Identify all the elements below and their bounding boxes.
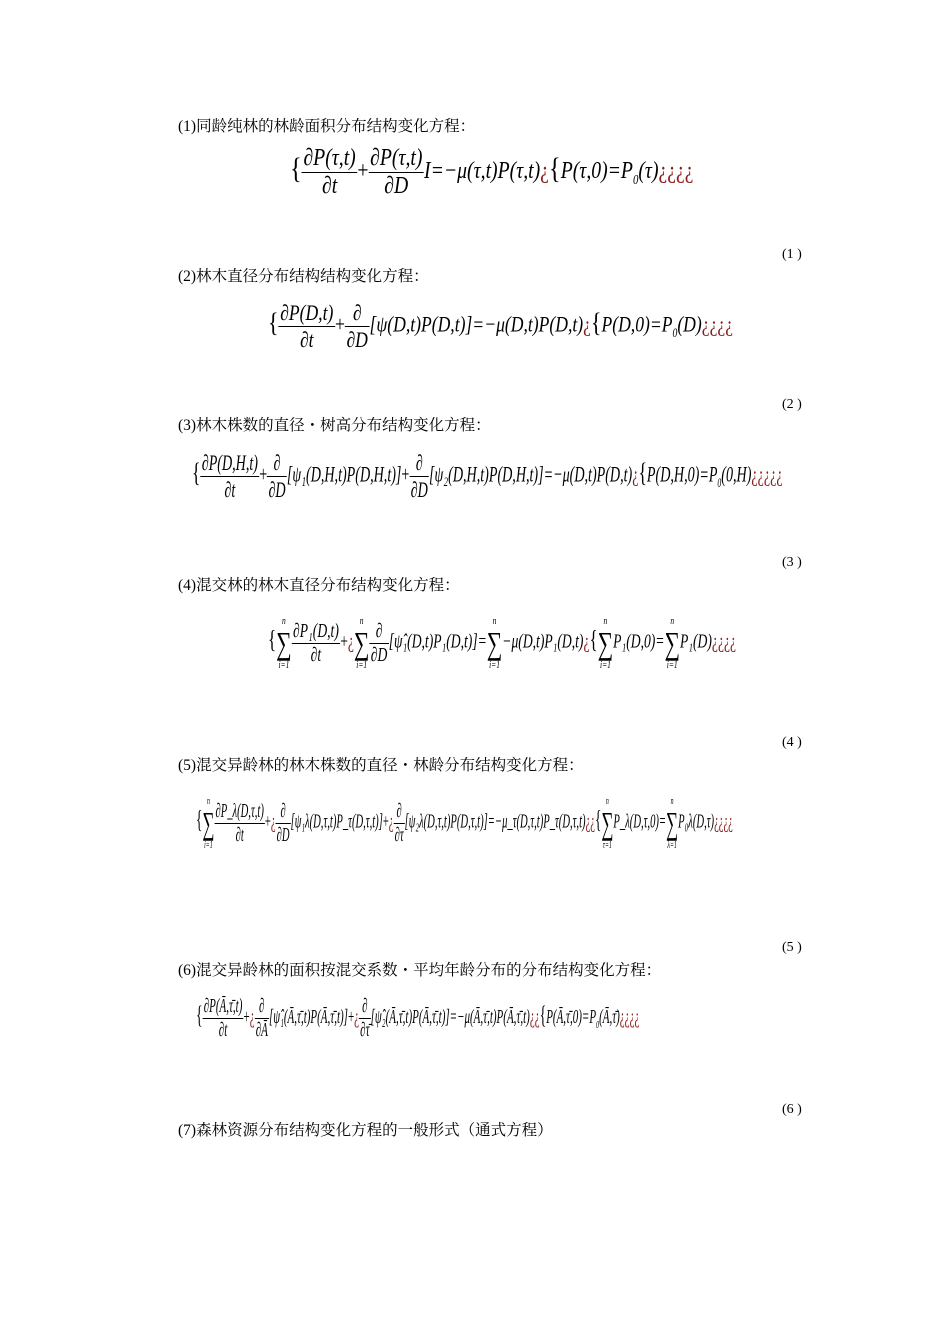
eq6-plus: + bbox=[243, 1006, 250, 1029]
eq3-frac2-num: ∂ bbox=[273, 450, 281, 475]
eq5-plus2: + bbox=[382, 810, 389, 833]
eq3-sep: ¿ bbox=[632, 461, 639, 487]
eq5-sum3: n ∑ τ=1 bbox=[601, 795, 614, 851]
eq1-init: P(τ,0)=P bbox=[560, 158, 633, 185]
eq2-plus: + bbox=[334, 311, 345, 337]
eq5-red2: ¿ bbox=[388, 810, 394, 833]
eq2-body: [ψ(D,t)P(D,t)]=−μ(D,t)P(D,t) bbox=[369, 311, 584, 337]
eq6-frac3-den: ∂τ̄ bbox=[360, 1019, 370, 1041]
heading-6: (6)混交异龄林的面积按混交系数・平均年龄分布的分布结构变化方程： bbox=[178, 962, 662, 979]
eq1-tail: ¿¿¿¿ bbox=[658, 158, 694, 185]
eq4-body: [ψ̂₁(D,t)P₁(D,t)]= bbox=[388, 630, 487, 653]
eq6-red2: ¿ bbox=[354, 1006, 360, 1029]
eq4-sum5: n ∑ i=1 bbox=[664, 615, 680, 671]
eq3-plus2: + bbox=[401, 461, 410, 487]
eq2-init-tail: (D) bbox=[677, 311, 702, 337]
equation-4: { n ∑ i=1 $\frac{\text{∂P₁(D,t)}}{\partial t}$ +¿ n ∑ i=1 $\frac{\partial}{\partial D}$ [ψ̂₁(D,t)P₁(D,t)]= n ∑ i=1 −μ(D,t)P₁(D,t)¿{ n ∑ i=1 P₁(D,0)= n ∑ i=1 P₁(D)¿¿¿¿ bbox=[268, 615, 737, 671]
eq3-frac1-den: ∂t bbox=[200, 476, 259, 503]
eq3-frac3-den: ∂D bbox=[410, 477, 428, 502]
eq3-init-tail: (0,H) bbox=[721, 461, 752, 487]
eq5-init1: P_λ(D,τ,0)= bbox=[613, 810, 667, 833]
heading-3: (3)林木株数的直径・树高分布结构变化方程： bbox=[178, 417, 491, 434]
eq2-sub0: 0 bbox=[672, 325, 678, 340]
eq5-body2: [ψ₂λ(D,τ,t)P(D,τ,t)]=−μ_τ(D,τ,t)P_τ(D,τ,t) bbox=[404, 810, 586, 833]
eq5-frac3-den: ∂τ bbox=[394, 823, 404, 846]
eq4-sum3: n ∑ i=1 bbox=[486, 615, 503, 671]
eq1-frac2-num: ∂P(τ,t) bbox=[370, 145, 423, 171]
eq5-body1: [ψ₁λ(D,τ,t)P_τ(D,τ,t)] bbox=[290, 810, 383, 833]
eq2-frac2-den: ∂D bbox=[346, 327, 368, 352]
eq4-sum2: n ∑ i=1 bbox=[353, 615, 370, 671]
eq5-sep: ¿¿ bbox=[585, 810, 595, 833]
eq6-body2: [ψ̂₂(Ā,τ̄,t)P(Ā,τ̄,t)]=−μ(Ā,τ̄,t)P(Ā,τ̄,t) bbox=[370, 1006, 530, 1029]
equation-number-6: (6 ) bbox=[782, 1102, 802, 1117]
eq6-body1: [ψ̂₁(Ā,τ̄,t)P(Ā,τ̄,t)] bbox=[268, 1006, 348, 1029]
eq3-frac2-den: ∂D bbox=[268, 477, 286, 502]
eq1-rhs: I=−μ(τ,t)P(τ,t) bbox=[424, 158, 541, 185]
eq6-init: P(Ā,τ̄,0)=P bbox=[546, 1006, 597, 1029]
eq6-sub0: 0 bbox=[596, 1019, 600, 1032]
eq4-sum4: n ∑ i=1 bbox=[597, 615, 614, 671]
eq5-sum1: n ∑ i=1 bbox=[202, 795, 215, 851]
eq4-frac1-num: ∂P₁(D,t) bbox=[293, 619, 339, 642]
eq4-frac2-num: ∂ bbox=[375, 619, 383, 642]
eq2-frac1-num: ∂P(D,t) bbox=[280, 300, 334, 325]
eq4-red1: ¿ bbox=[347, 630, 354, 653]
equation-1: { $\frac{\partial P(\tau,t)}{\partial t}$ + $\frac{\partial P(\tau,t)}{\partial D}$ $I=-\mu(\tau,t)P(\tau,t)¿\{P(\tau,0)=P_0(\tau)¿¿¿¿$ bbox=[290, 145, 694, 199]
eq5-init2: P₀λ(D,τ) bbox=[678, 810, 715, 833]
equation-number-5: (5 ) bbox=[782, 940, 802, 955]
eq1-frac2-den: ∂D bbox=[368, 172, 424, 200]
equation-3: { $\frac{\partial P(D,H,t)}{\partial t}$ + $\frac{\partial}{\partial D}$ [ψ₁(D,H,t)P(D,H,t)]+ $\frac{\partial}{\partial D}$ $[\psi_2(D,H,t)P(D,H,t)]=-\mu(D,t)P(D,t)¿\{P(D,H,0)=P_0(0,H)¿¿¿¿¿$ bbox=[192, 450, 783, 502]
eq4-frac1-den: ∂t bbox=[292, 643, 341, 667]
eq5-frac2-num: ∂ bbox=[280, 799, 286, 822]
eq3-body1: [ψ₁(D,H,t)P(D,H,t)] bbox=[286, 461, 402, 487]
eq5-frac3-num: ∂ bbox=[396, 799, 402, 822]
eq6-frac1-num: ∂P(Ā,τ̄,t) bbox=[203, 995, 243, 1017]
eq1-sep: ¿ bbox=[540, 158, 549, 185]
eq3-frac3-num: ∂ bbox=[415, 450, 423, 475]
eq3-body2: [ψ₂(D,H,t)P(D,H,t)]=−μ(D,t)P(D,t) bbox=[429, 461, 633, 487]
eq6-tail: ¿¿¿¿ bbox=[619, 1006, 640, 1029]
equation-5: { n ∑ i=1 $\frac{\partial P\_\lambda(D,\tau,t)}{\partial t}$ +¿ $\frac{\partial}{\partial D}$ [ψ₁λ(D,τ,t)P_τ(D,τ,t)]+¿ $\frac{\partial}{\partial\tau}$ [ψ₂λ(D,τ,t)P(D,τ,t)]=−μ_τ(D,τ,t)P_τ(D,τ,t)¿¿{ n ∑ τ=1 P_λ(D,τ,0)= n ∑ λ=1 P₀λ(D,τ)¿¿¿¿ bbox=[196, 795, 733, 851]
eq5-frac1-den: ∂t bbox=[214, 823, 264, 847]
eq5-plus: + bbox=[264, 810, 271, 833]
eq6-plus2: + bbox=[347, 1006, 355, 1029]
eq5-frac2-den: ∂D bbox=[276, 823, 290, 846]
equation-number-4: (4 ) bbox=[782, 735, 802, 750]
eq3-sub0: 0 bbox=[717, 475, 722, 490]
eq2-tail: ¿¿¿¿ bbox=[701, 311, 734, 337]
eq6-frac2-den: ∂Ā bbox=[255, 1019, 268, 1041]
eq4-sep: ¿ bbox=[583, 630, 590, 653]
equation-number-1: (1 ) bbox=[782, 247, 802, 262]
heading-2: (2)林木直径分布结构结构变化方程： bbox=[178, 268, 429, 285]
eq5-sum4: n ∑ λ=1 bbox=[666, 795, 679, 851]
eq4-sum1: n ∑ i=1 bbox=[276, 615, 292, 671]
eq5-frac1-num: ∂P_λ(D,τ,t) bbox=[215, 799, 264, 822]
eq6-frac2-num: ∂ bbox=[259, 995, 265, 1017]
eq2-frac2-num: ∂ bbox=[352, 300, 362, 325]
eq6-red1: ¿ bbox=[249, 1006, 255, 1029]
eq1-frac1-num: ∂P(τ,t) bbox=[303, 145, 356, 171]
eq1-sub0: 0 bbox=[632, 171, 639, 187]
eq3-frac1-num: ∂P(D,H,t) bbox=[201, 450, 258, 475]
eq6-sep: ¿¿ bbox=[529, 1006, 540, 1029]
eq2-init: P(D,0)=P bbox=[601, 311, 673, 337]
equation-6: { $\frac{\partial P(Ā,\taū,t)}{\partial t}$ +¿ $\frac{\partial}{\partial Ā}$ [ψ̂₁(Ā,τ̄,t)P(Ā,τ̄,t)]+¿ $\frac{\partial}{\partial\taū}$ $[\psî_2(Ā,\taū,t)P(Ā,\taū,t)]=-\mu(Ā,\taū,t)P(Ā,\taū,t)¿¿\{P(Ā,\taū,0)=P_0(Ā,\taū)¿¿¿¿$ bbox=[196, 995, 640, 1041]
eq1-init-tail: (τ) bbox=[638, 158, 659, 185]
heading-4: (4)混交林的林木直径分布结构变化方程： bbox=[178, 577, 460, 594]
eq1-plus: + bbox=[357, 158, 369, 185]
eq4-frac2-den: ∂D bbox=[370, 643, 388, 666]
eq1-frac1-den: ∂t bbox=[302, 172, 358, 200]
eq6-frac3-num: ∂ bbox=[362, 995, 368, 1017]
eq4-plus: + bbox=[340, 630, 348, 653]
eq5-tail: ¿¿¿¿ bbox=[714, 810, 733, 833]
eq6-init-tail: (Ā,τ̄) bbox=[599, 1006, 620, 1029]
eq4-tail: ¿¿¿¿ bbox=[711, 630, 737, 653]
eq4-init1: P₁(D,0)= bbox=[613, 630, 665, 653]
eq2-sep: ¿ bbox=[583, 311, 591, 337]
eq4-init2: P₁(D) bbox=[679, 630, 712, 653]
eq3-tail: ¿¿¿¿¿ bbox=[751, 461, 783, 487]
eq3-init: P(D,H,0)=P bbox=[646, 461, 718, 487]
eq6-frac1-den: ∂t bbox=[203, 1018, 244, 1042]
equation-number-2: (2 ) bbox=[782, 397, 802, 412]
eq5-red1: ¿ bbox=[270, 810, 276, 833]
heading-7: (7)森林资源分布结构变化方程的一般形式（通式方程） bbox=[178, 1122, 553, 1139]
eq2-frac1-den: ∂t bbox=[279, 326, 335, 353]
heading-1: (1)同龄纯林的林龄面积分布结构变化方程： bbox=[178, 118, 476, 135]
equation-number-3: (3 ) bbox=[782, 555, 802, 570]
equation-2: { $\frac{\partial P(D,t)}{\partial t}$ + $\frac{\partial}{\partial D}$ $[\psi(D,t)P(D,t)]=-\mu(D,t)P(D,t)¿\{P(D,0)=P_0(D)¿¿¿¿$ bbox=[268, 300, 734, 352]
eq4-body2: −μ(D,t)P₁(D,t) bbox=[502, 630, 584, 653]
heading-5: (5)混交异龄林的林木株数的直径・林龄分布结构变化方程： bbox=[178, 757, 584, 774]
eq3-plus: + bbox=[259, 461, 268, 487]
